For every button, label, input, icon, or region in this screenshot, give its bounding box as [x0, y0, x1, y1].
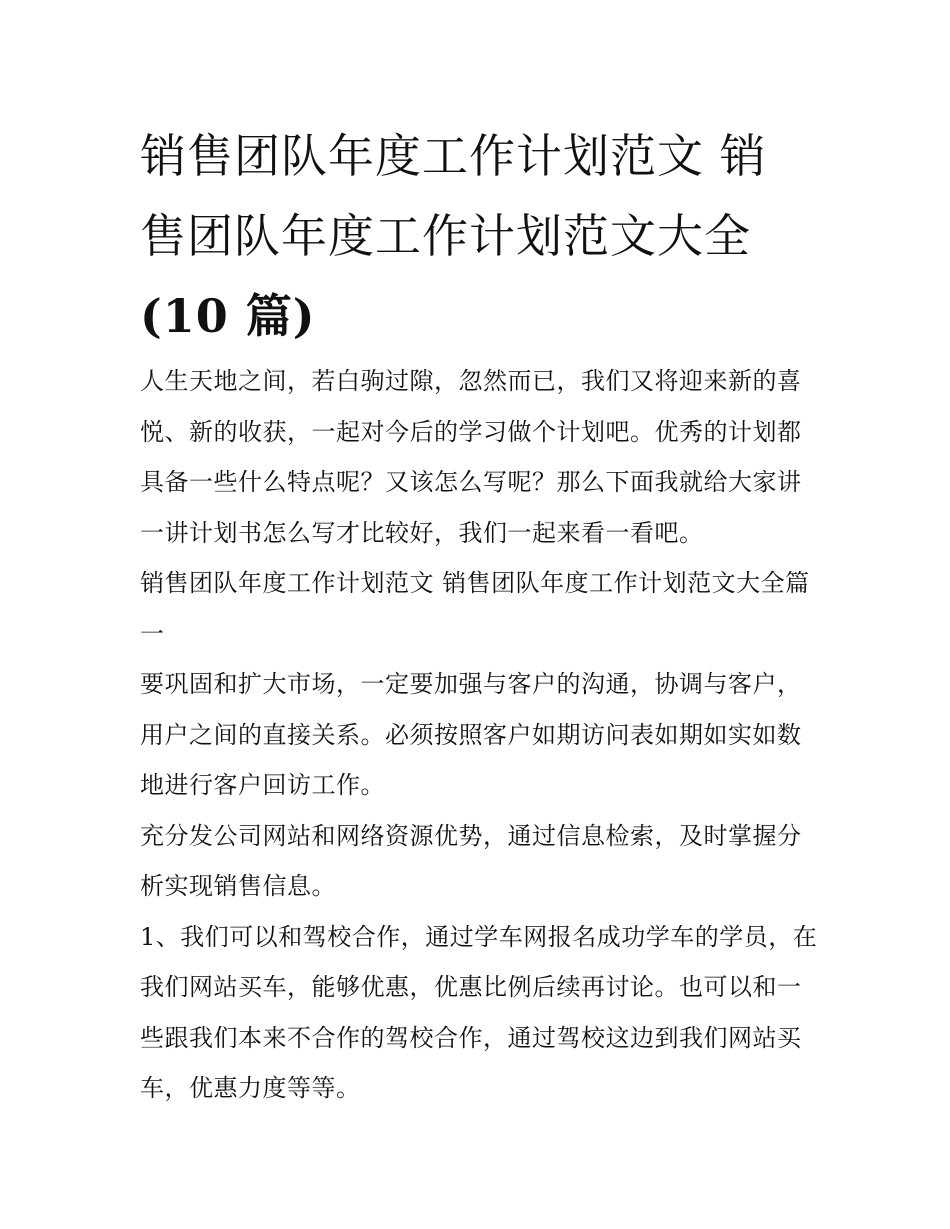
- body-paragraph-2: 充分发公司网站和网络资源优势，通过信息检索，及时掌握分析实现销售信息。: [140, 821, 802, 900]
- section-heading: 销售团队年度工作计划范文 销售团队年度工作计划范文大全篇一: [140, 569, 810, 648]
- body-paragraph-1: 要巩固和扩大市场，一定要加强与客户的沟通，协调与客户，用户之间的直接关系。必须按照客户如期访问表如期如实如数地进行客户回访工作。: [140, 670, 802, 799]
- title-line-2: 售团队年度工作计划范文大全: [140, 209, 751, 263]
- title-line-1: 销售团队年度工作计划范文 销: [140, 129, 767, 183]
- intro-paragraph: 人生天地之间，若白驹过隙，忽然而已，我们又将迎来新的喜悦、新的收获，一起对今后的学习做个计划吧。优秀的计划都具备一些什么特点呢？又该怎么写呢？那么下面我就给大家讲一讲计划书怎么写才比较好，我们一起来看一看吧。: [140, 367, 802, 547]
- title-suffix: (10 篇): [140, 289, 316, 343]
- document-body: [140, 356, 820, 1114]
- body-paragraph-3: 1、我们可以和驾校合作，通过学车网报名成功学车的学员，在我们网站买车，能够优惠，优惠比例后续再讨论。也可以和一些跟我们本来不合作的驾校合作，通过驾校这边到我们网站买车，优惠力度等等。: [140, 922, 818, 1102]
- document-title: [140, 116, 820, 356]
